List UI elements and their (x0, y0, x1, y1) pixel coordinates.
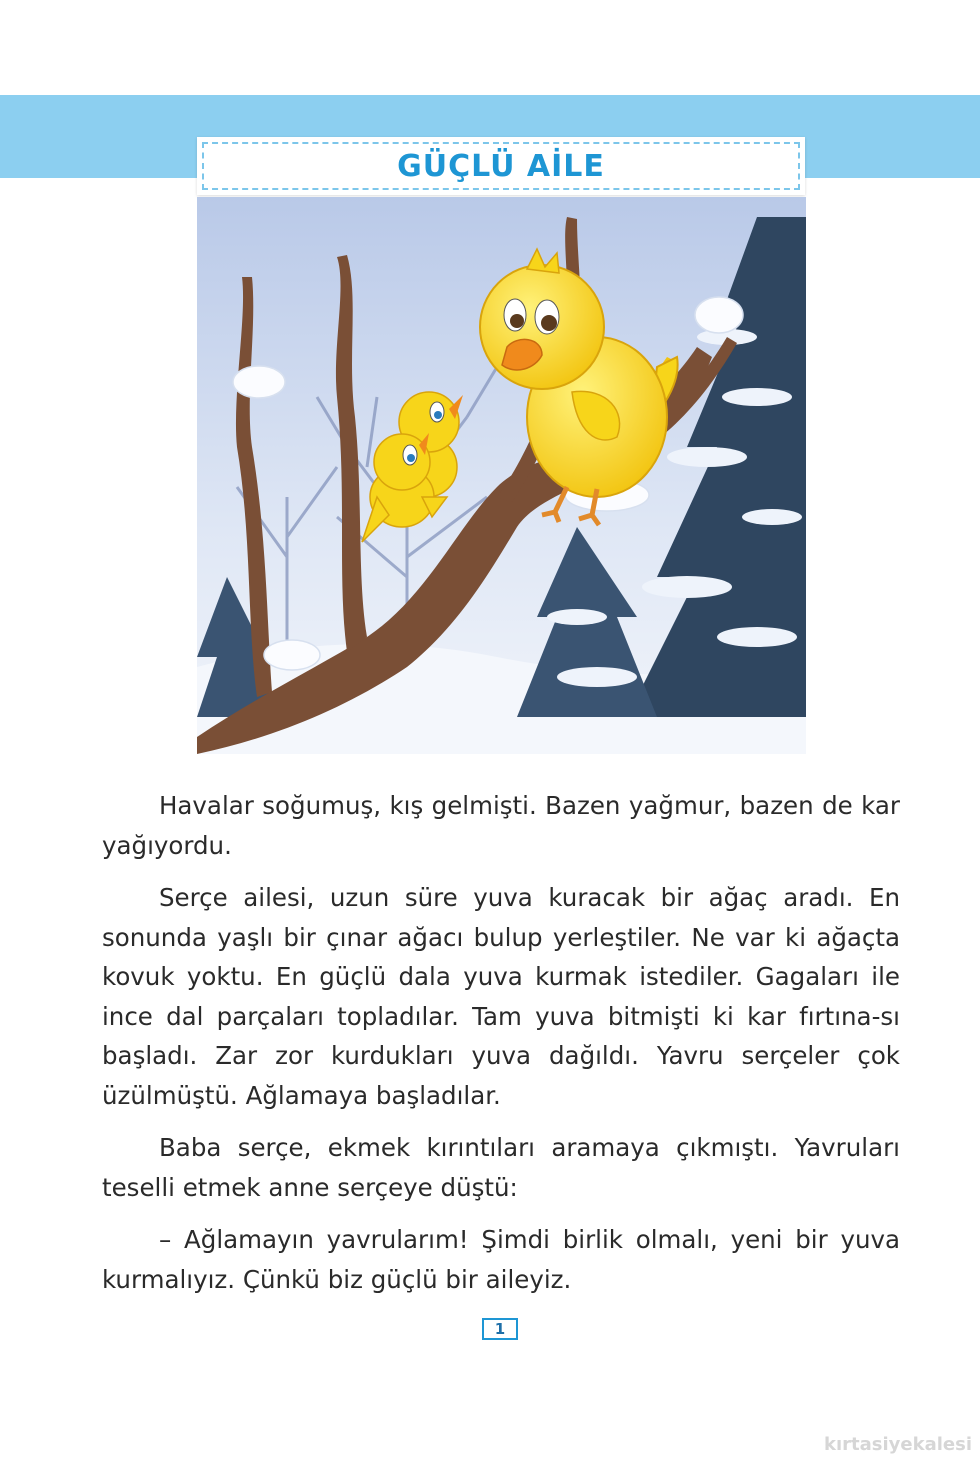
page-title: GÜÇLÜ AİLE (397, 149, 605, 184)
watermark: kırtasiyekalesi (824, 1434, 972, 1455)
story-paragraph-4: – Ağlamayın yavrularım! Şimdi birlik olmalı, yeni bir yuva kurmalıyız. Çünkü biz güçlü bir aileyiz. (102, 1225, 900, 1294)
story-paragraph-1: Havalar soğumuş, kış gelmişti. Bazen yağmur, bazen de kar yağıyordu. (102, 791, 900, 860)
page-number: 1 (482, 1318, 518, 1340)
story-paragraph-2: Serçe ailesi, uzun süre yuva kuracak bir ağaç aradı. En sonunda yaşlı bir çınar ağacı bulup yerleştiler. Ne var ki ağaçta kovuk yoktu. En güçlü dala yuva kurmak istediler. Gagaları ile ince dal parçaları topladılar. Tam yuva bitmişti ki kar fırtına-sı başladı. Zar zor kurdukları yuva dağıldı. Yavru serçeler çok üzülmüştü. Ağlamaya başladılar. (102, 883, 900, 1110)
story-text (102, 786, 900, 1312)
title-box (197, 137, 805, 195)
winter-birds-illustration (197, 197, 806, 754)
story-paragraph-3: Baba serçe, ekmek kırıntıları aramaya çıkmıştı. Yavruları teselli etmek anne serçeye düştü: (102, 1133, 900, 1202)
